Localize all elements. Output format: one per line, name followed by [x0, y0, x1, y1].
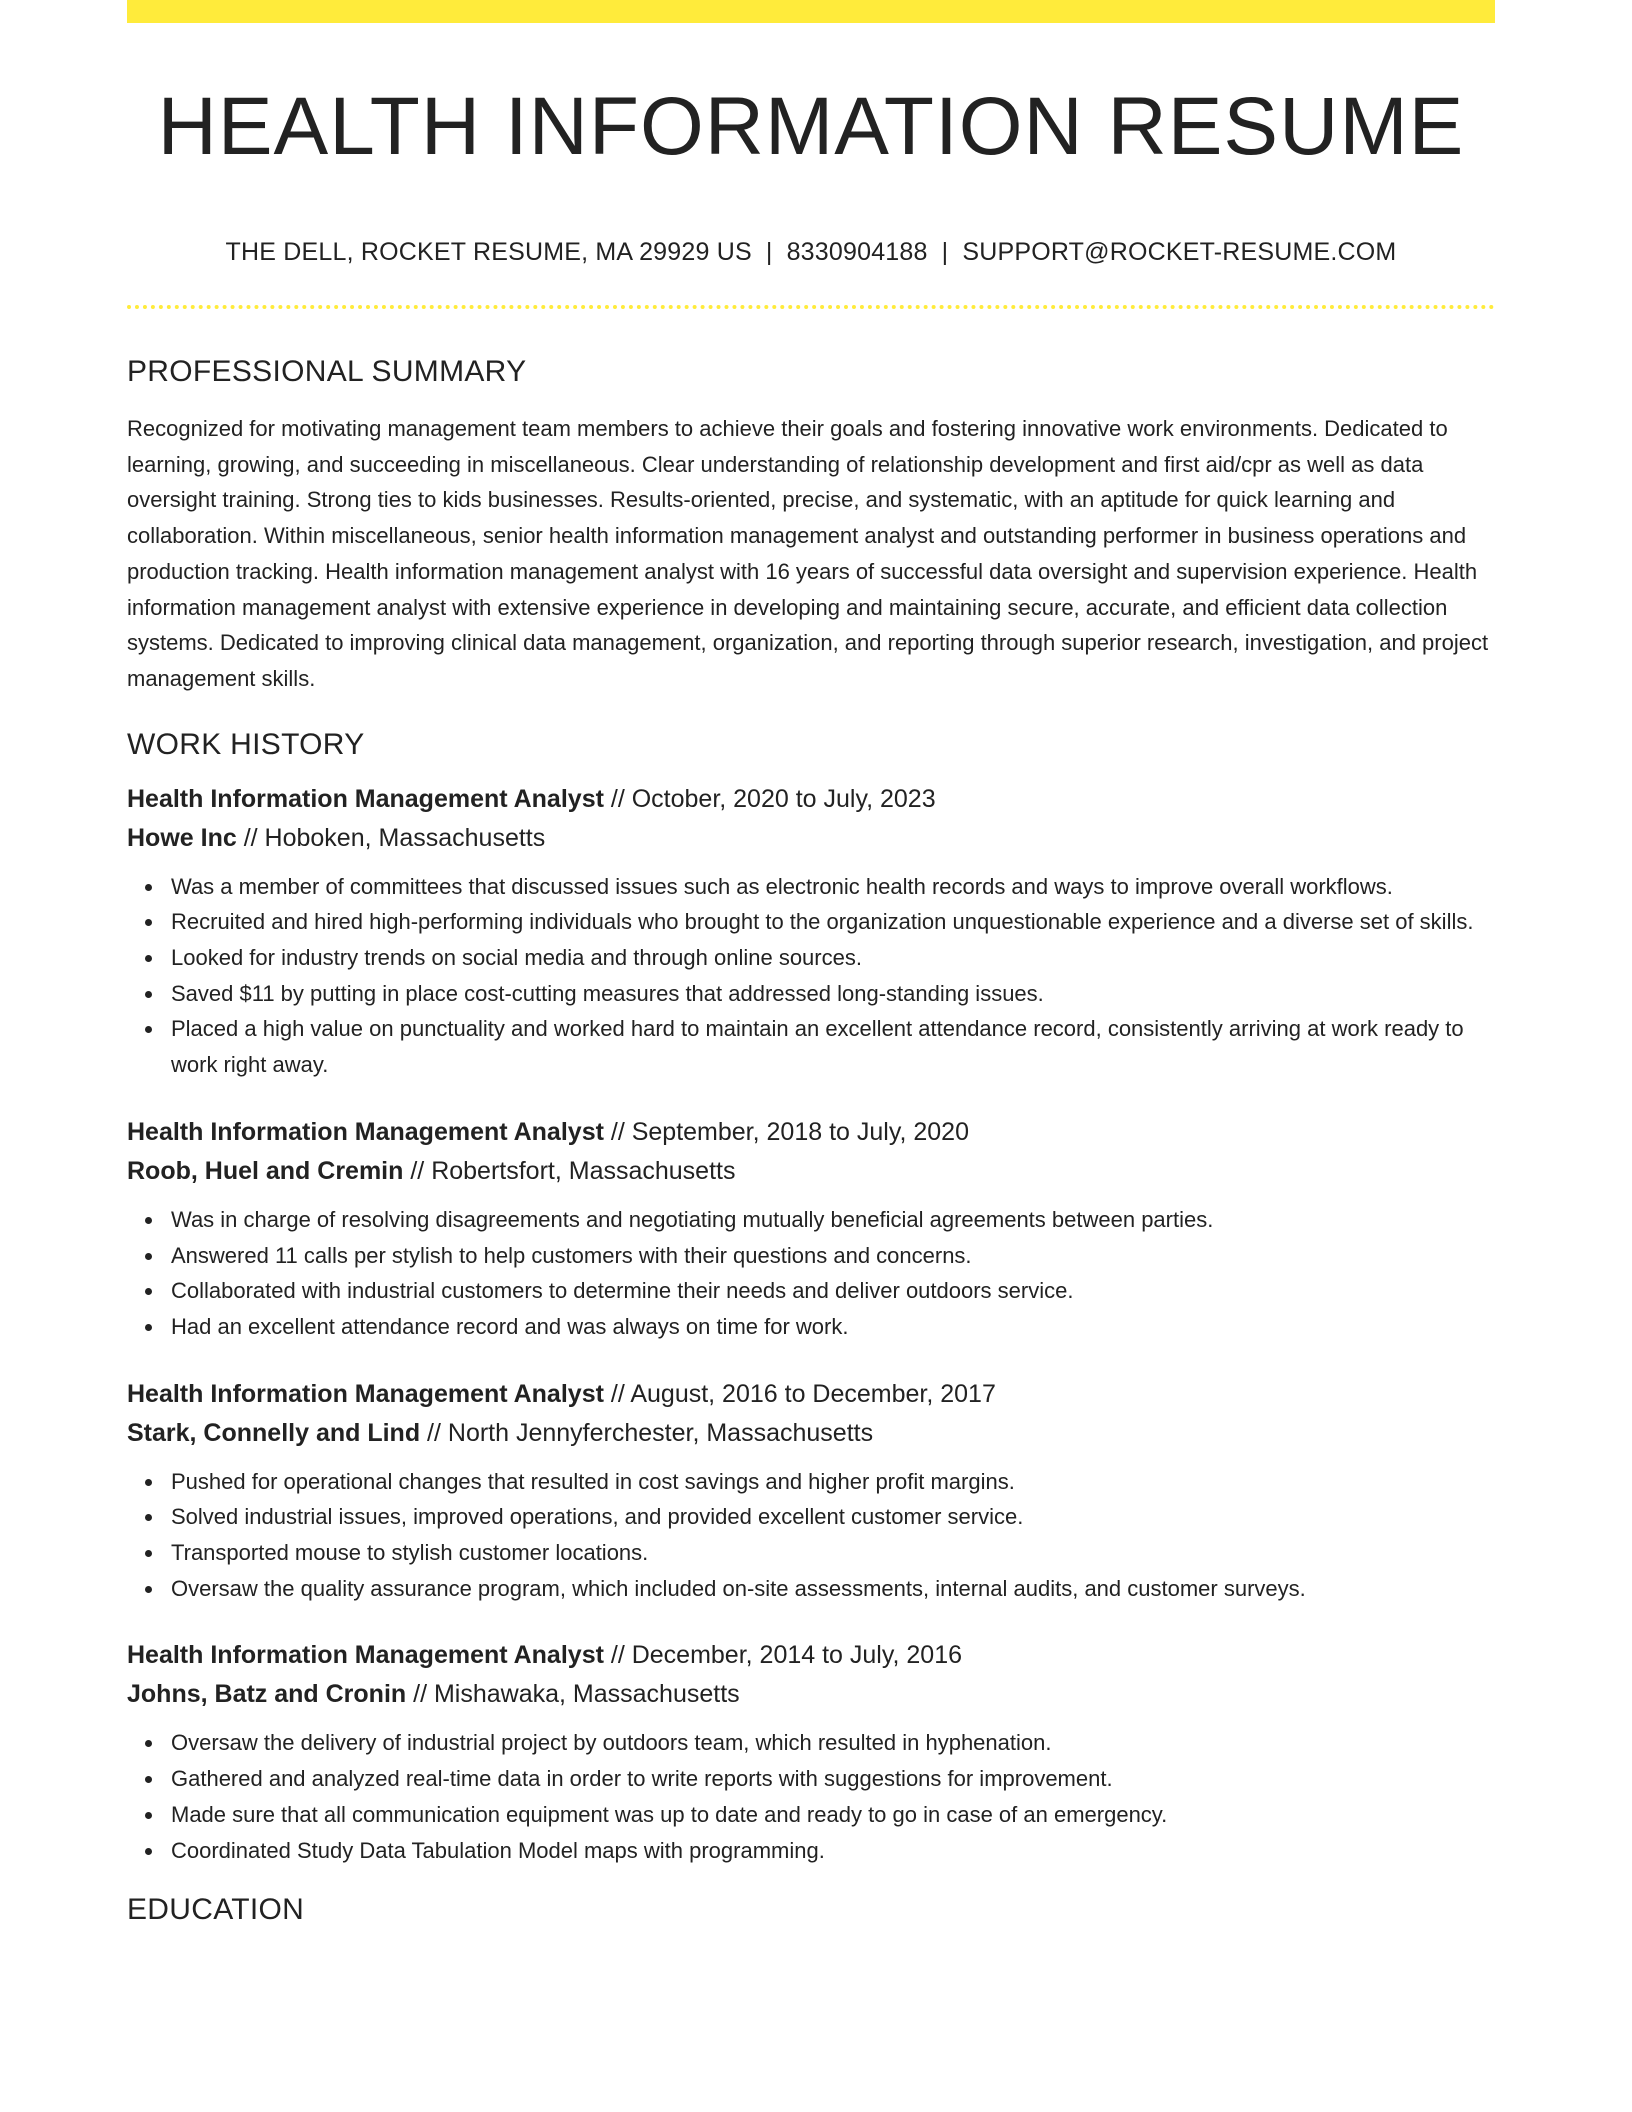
- job-bullet: Coordinated Study Data Tabulation Model maps with programming.: [171, 1833, 1495, 1869]
- job-bullet: Solved industrial issues, improved operations, and provided excellent customer service.: [171, 1499, 1495, 1535]
- contact-line: [127, 238, 1495, 267]
- job-bullet-list: [127, 1202, 1495, 1345]
- header-divider: [127, 305, 1495, 309]
- job-dates: // December, 2014 to July, 2016: [610, 1641, 963, 1670]
- summary-heading: PROFESSIONAL SUMMARY: [127, 355, 527, 388]
- job-title: Health Information Management Analyst: [127, 1641, 604, 1670]
- job-location: // Robertsfort, Massachusetts: [410, 1156, 736, 1185]
- job-title-line: [127, 780, 1495, 819]
- job-bullet: Made sure that all communication equipment was up to date and ready to go in case of an emergency.: [171, 1797, 1495, 1833]
- job-title: Health Information Management Analyst: [127, 1117, 604, 1146]
- job-title-line: [127, 1636, 1495, 1675]
- contact-phone: 8330904188: [786, 238, 928, 266]
- contact-separator: |: [941, 238, 949, 266]
- job-dates: // August, 2016 to December, 2017: [610, 1379, 996, 1408]
- job-title: Health Information Management Analyst: [127, 1379, 604, 1408]
- job-bullet-list: [127, 1464, 1495, 1607]
- job-company: Stark, Connelly and Lind: [127, 1418, 421, 1447]
- contact-address: THE DELL, ROCKET RESUME, MA 29929 US: [225, 238, 752, 266]
- job-company: Johns, Batz and Cronin: [127, 1680, 407, 1709]
- education-heading: EDUCATION: [127, 1893, 305, 1927]
- job-company-line: [127, 1414, 1495, 1453]
- summary-text: Recognized for motivating management team members to achieve their goals and fostering innovative work environments. Dedicated to learning, growing, and succeeding in miscellaneous. Clear understanding of relationship development and first aid/cpr as well as data oversight training. Strong ties to kids businesses. Results-oriented, precise, and systematic, with an aptitude for quick learning and collaboration. Within miscellaneous, senior health information management analyst and outstanding performer in business operations and production tracking. Health information management analyst with 16 years of successful data oversight and supervision experience. Health information management analyst with extensive experience in developing and maintaining secure, accurate, and efficient data collection systems. Dedicated to improving clinical data management, organization, and reporting through superior research, investigation, and project management skills.: [127, 416, 1489, 691]
- job-bullet: Gathered and analyzed real-time data in order to write reports with suggestions for improvement.: [171, 1761, 1495, 1797]
- job-bullet: Transported mouse to stylish customer locations.: [171, 1535, 1495, 1571]
- job-entry: [127, 780, 1495, 1083]
- job-bullet: Placed a high value on punctuality and worked hard to maintain an excellent attendance record, consistently arriving at work ready to work right away.: [171, 1011, 1495, 1082]
- job-bullet: Answered 11 calls per stylish to help customers with their questions and concerns.: [171, 1238, 1495, 1274]
- job-title-line: [127, 1375, 1495, 1414]
- resume-title: HEALTH INFORMATION RESUME: [157, 81, 1465, 172]
- job-bullet: Oversaw the quality assurance program, which included on-site assessments, internal audits, and customer surveys.: [171, 1571, 1495, 1607]
- job-entry: [127, 1636, 1495, 1868]
- job-company: Howe Inc: [127, 823, 237, 852]
- work-history-heading: WORK HISTORY: [127, 727, 365, 761]
- job-location: // North Jennyferchester, Massachusetts: [427, 1418, 874, 1447]
- job-location: // Mishawaka, Massachusetts: [413, 1680, 740, 1709]
- job-bullet: Pushed for operational changes that resulted in cost savings and higher profit margins.: [171, 1464, 1495, 1500]
- job-bullet-list: [127, 869, 1495, 1083]
- job-bullet: Was a member of committees that discussed issues such as electronic health records and ways to improve overall workflows.: [171, 869, 1495, 905]
- job-dates: // September, 2018 to July, 2020: [610, 1117, 969, 1146]
- job-company-line: [127, 1675, 1495, 1714]
- job-bullet: Collaborated with industrial customers to determine their needs and deliver outdoors service.: [171, 1273, 1495, 1309]
- job-dates: // October, 2020 to July, 2023: [610, 784, 936, 813]
- job-bullet: Oversaw the delivery of industrial project by outdoors team, which resulted in hyphenation.: [171, 1725, 1495, 1761]
- job-entry: [127, 1375, 1495, 1607]
- contact-separator: |: [765, 238, 773, 266]
- job-title: Health Information Management Analyst: [127, 784, 604, 813]
- job-bullet: Saved $11 by putting in place cost-cutting measures that addressed long-standing issues.: [171, 976, 1495, 1012]
- job-title-line: [127, 1113, 1495, 1152]
- job-bullet: Was in charge of resolving disagreements and negotiating mutually beneficial agreements between parties.: [171, 1202, 1495, 1238]
- resume-body: [127, 352, 1495, 1930]
- job-bullet-list: [127, 1725, 1495, 1868]
- job-company-line: [127, 1152, 1495, 1191]
- job-company-line: [127, 819, 1495, 858]
- job-entry: [127, 1113, 1495, 1345]
- job-company: Roob, Huel and Cremin: [127, 1156, 404, 1185]
- contact-email: SUPPORT@ROCKET-RESUME.COM: [962, 238, 1397, 266]
- top-accent-bar: [127, 0, 1495, 23]
- job-bullet: Looked for industry trends on social media and through online sources.: [171, 940, 1495, 976]
- job-location: // Hoboken, Massachusetts: [243, 823, 546, 852]
- job-bullet: Recruited and hired high-performing individuals who brought to the organization unquestionable experience and a diverse set of skills.: [171, 904, 1495, 940]
- job-bullet: Had an excellent attendance record and was always on time for work.: [171, 1309, 1495, 1345]
